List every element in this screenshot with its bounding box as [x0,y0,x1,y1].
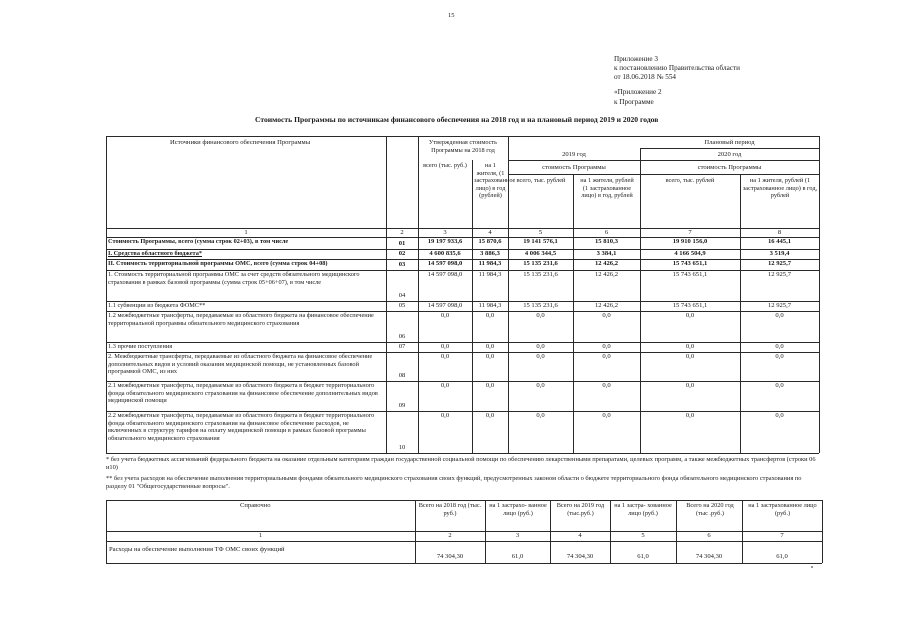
cell-value: 12 925,7 [767,271,792,278]
row-code: 05 [398,302,406,309]
cell-value: 0,0 [775,353,784,360]
ref-header-per-2018: на 1 застрахо- ванное лицо (руб.) [489,502,547,517]
header-total-2019: всего, тыс. рублей [516,177,566,184]
cell-value: 0,0 [602,343,611,350]
cell-value: 3 519,4 [769,250,790,257]
footnote-1: * без учета бюджетных ассигнований федерального бюджета на оказание отдельным категориям граждан государственной социальной помощи по обеспечению лекарственными препаратами, целевых программ, а также межбюджетных трансфертов (строки 06 и10) [106,456,816,471]
ref-cell-value: 61,0 [511,553,524,560]
row-code: 01 [398,240,406,247]
cell-value: 0,0 [440,343,450,350]
ref-header-label: Справочно [240,502,271,509]
header-cost-2019: стоимость Программы [542,164,606,171]
page-title: Стоимость Программы по источникам финансового обеспечения на 2018 год и на плановый период 2019 и 2020 годов [255,115,659,124]
cell-value: 0,0 [536,343,545,350]
cell-value: 0,0 [685,353,695,360]
ref-cell-value: 74 304,30 [566,553,594,560]
cell-value: 0,0 [440,312,450,319]
cell-value: 16 445,1 [767,238,792,245]
ref-column-number: 1 [258,532,263,539]
cell-value: 15 135 231,6 [523,271,558,278]
cell-value: 0,0 [536,382,545,389]
row-label: 1.1 субвенции из бюджета ФОМС** [108,302,206,309]
row-label: 2. Межбюджетные трансферты, передаваемые из областного бюджета на финансовое обеспечение дополнительных видов и условий оказания медицинской помощи, не установленных базовой программой ОМС, из них [108,353,373,376]
cell-value: 14 597 098,0 [427,302,463,309]
ref-header-total-2018: Всего на 2018 год (тыс. руб.) [418,502,482,517]
cell-value: 0,0 [685,412,695,419]
header-per-capita-2020: на 1 жителя, рублей (1 застрахованное лицо) в год, рублей [742,177,818,200]
row-code: 07 [398,343,406,350]
cell-value: 0,0 [440,353,450,360]
appendix-line1: Приложение 3 [614,55,658,63]
column-number: 5 [538,229,543,236]
row-code: 10 [398,444,406,451]
appendix-line4: «Приложение 2 [614,88,662,96]
ref-column-number: 2 [448,532,452,539]
column-number: 4 [488,229,492,236]
cell-value: 0,0 [602,312,611,319]
appendix-line2: к постановлению Правительства области [614,64,740,72]
cell-value: 0,0 [602,382,611,389]
header-per-capita-2018: на 1 жителя, (1 застрахованное лицо) в год (рублей) [474,162,516,200]
cell-value: 19 910 156,0 [672,238,708,245]
cell-value: 12 426,2 [594,302,619,309]
cell-value: 0,0 [536,312,545,319]
row-code: 03 [398,261,406,268]
cell-value: 0,0 [485,412,495,419]
ref-header-per-2020: на 1 застрахованное лицо (руб.) [748,502,817,517]
cell-value: 0,0 [602,412,611,419]
ref-column-number: 7 [780,532,784,539]
appendix-line3: от 18.06.2018 № 554 [614,73,677,81]
column-number: 3 [443,229,447,236]
cell-value: 15 135 231,6 [523,302,558,309]
row-code: 09 [398,402,406,409]
cell-value: 0,0 [685,343,695,350]
cell-value: 0,0 [602,353,611,360]
cell-value: 14 597 098,0 [427,260,463,267]
cell-value: 4 166 504,9 [674,250,706,257]
ref-cell-value: 74 304,30 [436,553,464,560]
cell-value: 0,0 [536,353,545,360]
cell-value: 12 925,7 [767,302,792,309]
cell-value: 12 426,2 [594,260,619,267]
column-number: 7 [688,229,692,236]
column-number: 8 [777,229,782,236]
cell-value: 0,0 [775,412,784,419]
header-per-capita-2019: на 1 жителя, рублей (1 застрахованное лицо) в год, рублей [580,177,634,200]
cell-value: 15 743 651,1 [672,302,708,309]
ref-row-label: Расходы на обеспечение выполнения ТФ ОМС своих функций [109,546,285,553]
scan-speck [811,566,813,568]
header-total-2018: всего (тыс. руб.) [423,162,467,169]
appendix-line5: к Программе [614,98,654,106]
ref-header-total-2019: Всего на 2019 год (тыс.руб.) [556,502,605,517]
cell-value: 4 600 835,6 [429,250,461,257]
ref-column-number: 6 [707,532,711,539]
cell-value: 0,0 [440,412,450,419]
ref-cell-value: 61,0 [637,553,649,560]
cell-value: 0,0 [485,382,495,389]
row-code: 02 [398,250,406,257]
row-label: 1.3 прочие поступления [108,343,173,350]
header-sources: Источники финансового обеспечения Программы [170,139,311,146]
cell-value: 0,0 [485,353,495,360]
row-label: 1. Стоимость территориальной программы ОМС за счет средств обязательного медицинского страхования в рамках базовой программы (сумма строк 05+06+07), в том числе [108,271,360,286]
cell-value: 15 810,3 [594,238,619,245]
ref-column-number: 4 [578,532,582,539]
row-label: 1.2 межбюджетные трансферты, передаваемые из областного бюджета на финансовое обеспечение территориальной программы обязательного медицинского страхования [108,312,374,327]
row-code: 04 [398,292,406,299]
header-2020: 2020 год [717,151,742,158]
row-label: II. Стоимость территориальной программы ОМС, всего (сумма строк 04+08) [108,260,328,267]
row-label: I. Средства областного бюджета* [108,250,202,257]
row-code: 06 [398,333,406,340]
cell-value: 11 984,3 [478,260,502,267]
cell-value: 4 006 344,5 [524,250,557,257]
header-2019: 2019 год [562,151,586,158]
cell-value: 19 141 576,1 [523,238,558,245]
column-number: 1 [244,229,248,236]
cell-value: 19 197 933,6 [427,238,463,245]
row-label: 2.1 межбюджетные трансферты, передаваемые из областного бюджета в бюджет территориального фонда обязательного медицинского страхования на финансовое обеспечение дополнительных видов медицинской помощи [108,382,378,405]
row-code: 08 [398,372,406,379]
page-number: 15 [448,12,455,19]
cell-value: 14 597 098,0 [427,271,463,278]
cell-value: 15 135 231,6 [523,260,558,267]
ref-cell-value: 74 304,30 [695,553,723,560]
header-cost-2020: стоимость Программы [697,164,762,171]
cell-value: 12 426,2 [594,271,619,278]
footnote-2: ** без учета расходов на обеспечение выполнения территориальными фондами обязательного медицинского страхования своих функций, предусмотренных законом области о бюджете территориального фонда обязательного медицинского страхования по разделу 01 "Общегосударственные вопросы". [106,475,802,490]
cell-value: 0,0 [485,343,495,350]
row-label: Стоимость Программы, всего (сумма строк 02+03), в том числе [108,238,289,245]
column-number: 2 [400,229,404,236]
cell-value: 3 886,3 [480,250,500,257]
header-approved: Утвержденная стоимость Программы на 2018 год [428,139,498,154]
cell-value: 0,0 [440,382,450,389]
ref-cell-value: 61,0 [776,553,788,560]
cell-value: 3 384,1 [596,250,617,257]
cell-value: 15 743 651,1 [672,271,708,278]
cell-value: 0,0 [536,412,545,419]
ref-header-per-2019: на 1 застра- хованное лицо (руб.) [614,502,672,517]
ref-column-number: 3 [515,532,520,539]
cell-value: 0,0 [775,312,784,319]
cell-value: 12 925,7 [767,260,792,267]
column-number: 6 [604,229,609,236]
cell-value: 0,0 [685,312,695,319]
header-planned: Плановый период [704,139,755,146]
cell-value: 11 984,3 [478,302,502,309]
ref-column-number: 5 [641,532,645,539]
cell-value: 0,0 [775,343,784,350]
row-label: 2.2 межбюджетные трансферты, передаваемые из областного бюджета в бюджет территориального фонда обязательного медицинского страхования на финансовое обеспечение расходов, не включенных в структуру тарифов на оплату медицинской помощи в рамках базовой программы обязательного медицинского страхования [108,412,375,442]
cell-value: 15 743 651,1 [672,260,708,267]
cell-value: 0,0 [685,382,695,389]
cell-value: 0,0 [775,382,784,389]
cell-value: 0,0 [485,312,495,319]
cell-value: 11 984,3 [478,271,502,278]
cell-value: 15 870,6 [478,238,502,245]
header-total-2020: всего, тыс. рублей [665,177,715,184]
ref-header-total-2020: Всего на 2020 год (тыс .руб.) [686,502,734,517]
